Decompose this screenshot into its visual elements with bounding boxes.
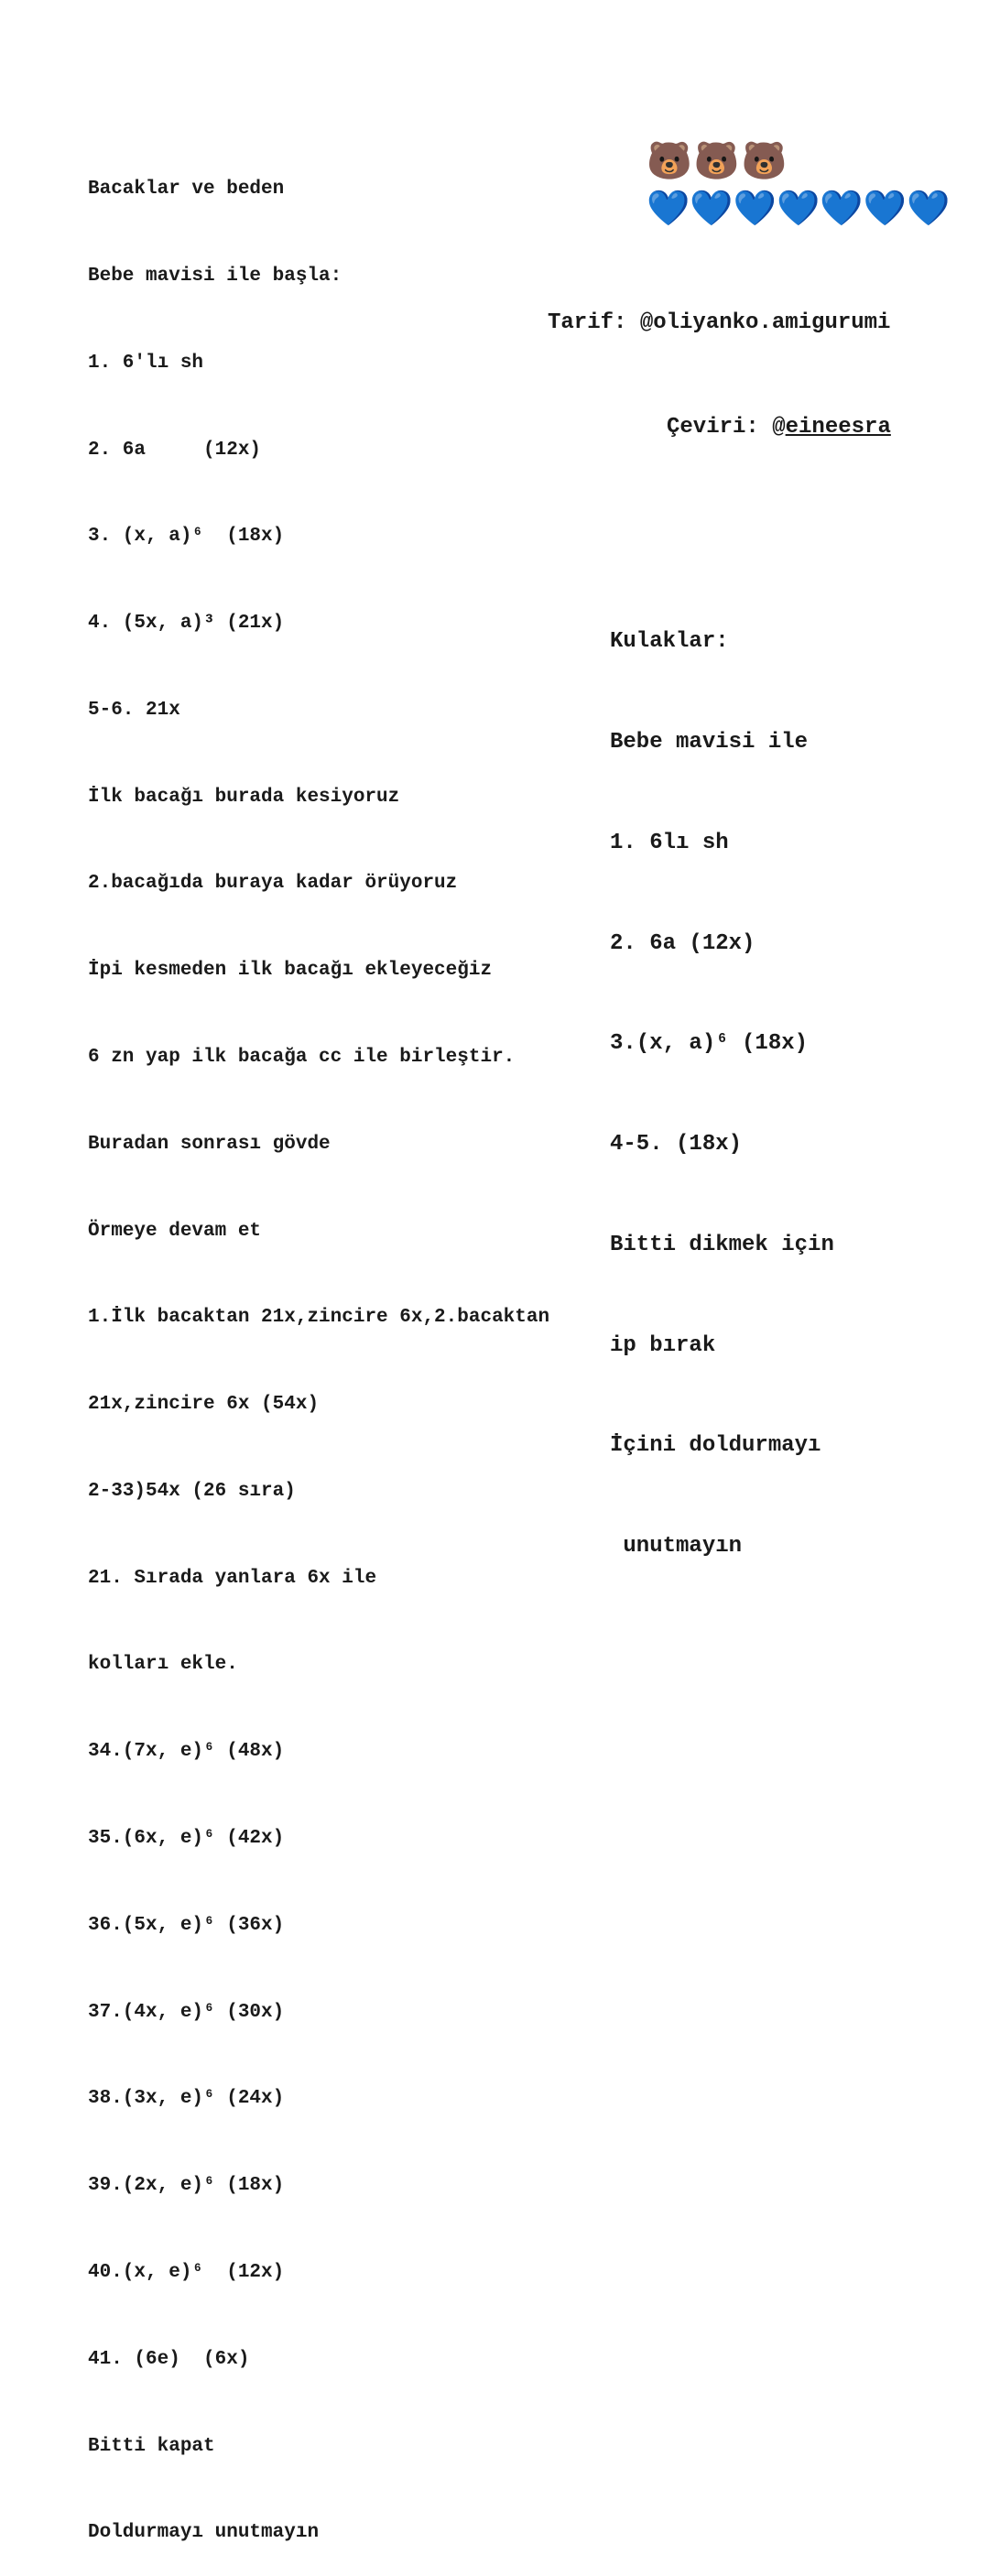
credits bbox=[548, 236, 891, 480]
body-line: 36.(5x, e)⁶ (36x) bbox=[88, 1914, 285, 1936]
body-line: İpi kesmeden ilk bacağı ekleyeceğiz bbox=[88, 960, 493, 982]
ears-line: Bebe mavisi ile bbox=[610, 729, 809, 755]
ears-pattern bbox=[610, 559, 834, 1597]
body-pattern bbox=[88, 117, 549, 2576]
body-line: kolları ekle. bbox=[88, 1654, 238, 1676]
blue-heart-icon: 💙 bbox=[863, 188, 907, 228]
body-line: 38.(3x, e)⁶ (24x) bbox=[88, 2088, 285, 2110]
body-line: Buradan sonrası gövde bbox=[88, 1133, 331, 1155]
body-line: 34.(7x, e)⁶ (48x) bbox=[88, 1741, 285, 1763]
emoji-decoration bbox=[647, 137, 950, 229]
ears-line: 3.(x, a)⁶ (18x) bbox=[610, 1031, 809, 1057]
body-line: 41. (6e) (6x) bbox=[88, 2348, 250, 2370]
ears-line: Kulaklar: bbox=[610, 629, 729, 655]
blue-heart-icon: 💙 bbox=[733, 188, 777, 228]
body-line: 39.(2x, e)⁶ (18x) bbox=[88, 2175, 285, 2197]
body-line: 3. (x, a)⁶ (18x) bbox=[88, 526, 285, 548]
ears-line: 1. 6lı sh bbox=[610, 830, 729, 855]
body-line: 35.(6x, e)⁶ (42x) bbox=[88, 1828, 285, 1850]
blue-heart-icon: 💙 bbox=[906, 188, 951, 228]
blue-heart-icon: 💙 bbox=[776, 188, 821, 228]
bear-face-icon: 🐻 bbox=[647, 140, 694, 182]
body-line: 5-6. 21x bbox=[88, 699, 180, 721]
body-line: 1.İlk bacaktan 21x,zincire 6x,2.bacaktan bbox=[88, 1307, 550, 1329]
body-line: 40.(x, e)⁶ (12x) bbox=[88, 2261, 285, 2283]
recipe-credit: Tarif: @oliyanko.amigurumi bbox=[548, 310, 891, 335]
ears-line: ip bırak bbox=[610, 1332, 716, 1358]
body-line: 2. 6a (12x) bbox=[88, 439, 262, 461]
blue-heart-icon: 💙 bbox=[690, 188, 734, 228]
heart-row bbox=[647, 187, 950, 229]
bear-face-icon: 🐻 bbox=[741, 140, 789, 182]
blue-heart-icon: 💙 bbox=[647, 188, 690, 228]
body-line: Örmeye devam et bbox=[88, 1220, 262, 1242]
body-line: İlk bacağı burada kesiyoruz bbox=[88, 786, 400, 808]
body-line: 1. 6'lı sh bbox=[88, 352, 204, 374]
body-line: Bacaklar ve beden bbox=[88, 179, 285, 201]
translation-credit bbox=[548, 410, 891, 445]
ears-line: Bitti dikmek için bbox=[610, 1232, 834, 1257]
body-line: 37.(4x, e)⁶ (30x) bbox=[88, 2001, 285, 2023]
body-line: 21x,zincire 6x (54x) bbox=[88, 1394, 320, 1416]
body-line: 6 zn yap ilk bacağa cc ile birleştir. bbox=[88, 1047, 516, 1068]
body-line: 21. Sırada yanlara 6x ile bbox=[88, 1567, 377, 1589]
bear-row bbox=[647, 137, 950, 185]
body-line: Bebe mavisi ile başla: bbox=[88, 265, 342, 287]
body-line: Doldurmayı unutmayın bbox=[88, 2522, 320, 2544]
translator-handle-link[interactable]: eineesra bbox=[785, 415, 891, 440]
ears-line: 4-5. (18x) bbox=[610, 1132, 743, 1158]
translation-prefix: Çeviri: @ bbox=[667, 415, 786, 440]
body-line: 2.bacağıda buraya kadar örüyoruz bbox=[88, 873, 458, 895]
ears-line: unutmayın bbox=[610, 1534, 743, 1560]
bear-face-icon: 🐻 bbox=[693, 140, 742, 182]
body-line: 4. (5x, a)³ (21x) bbox=[88, 613, 285, 635]
ears-line: İçini doldurmayı bbox=[610, 1433, 821, 1459]
body-line: Bitti kapat bbox=[88, 2435, 215, 2457]
body-line: 2-33)54x (26 sıra) bbox=[88, 1480, 296, 1502]
blue-heart-icon: 💙 bbox=[820, 188, 864, 228]
ears-line: 2. 6a (12x) bbox=[610, 930, 755, 956]
